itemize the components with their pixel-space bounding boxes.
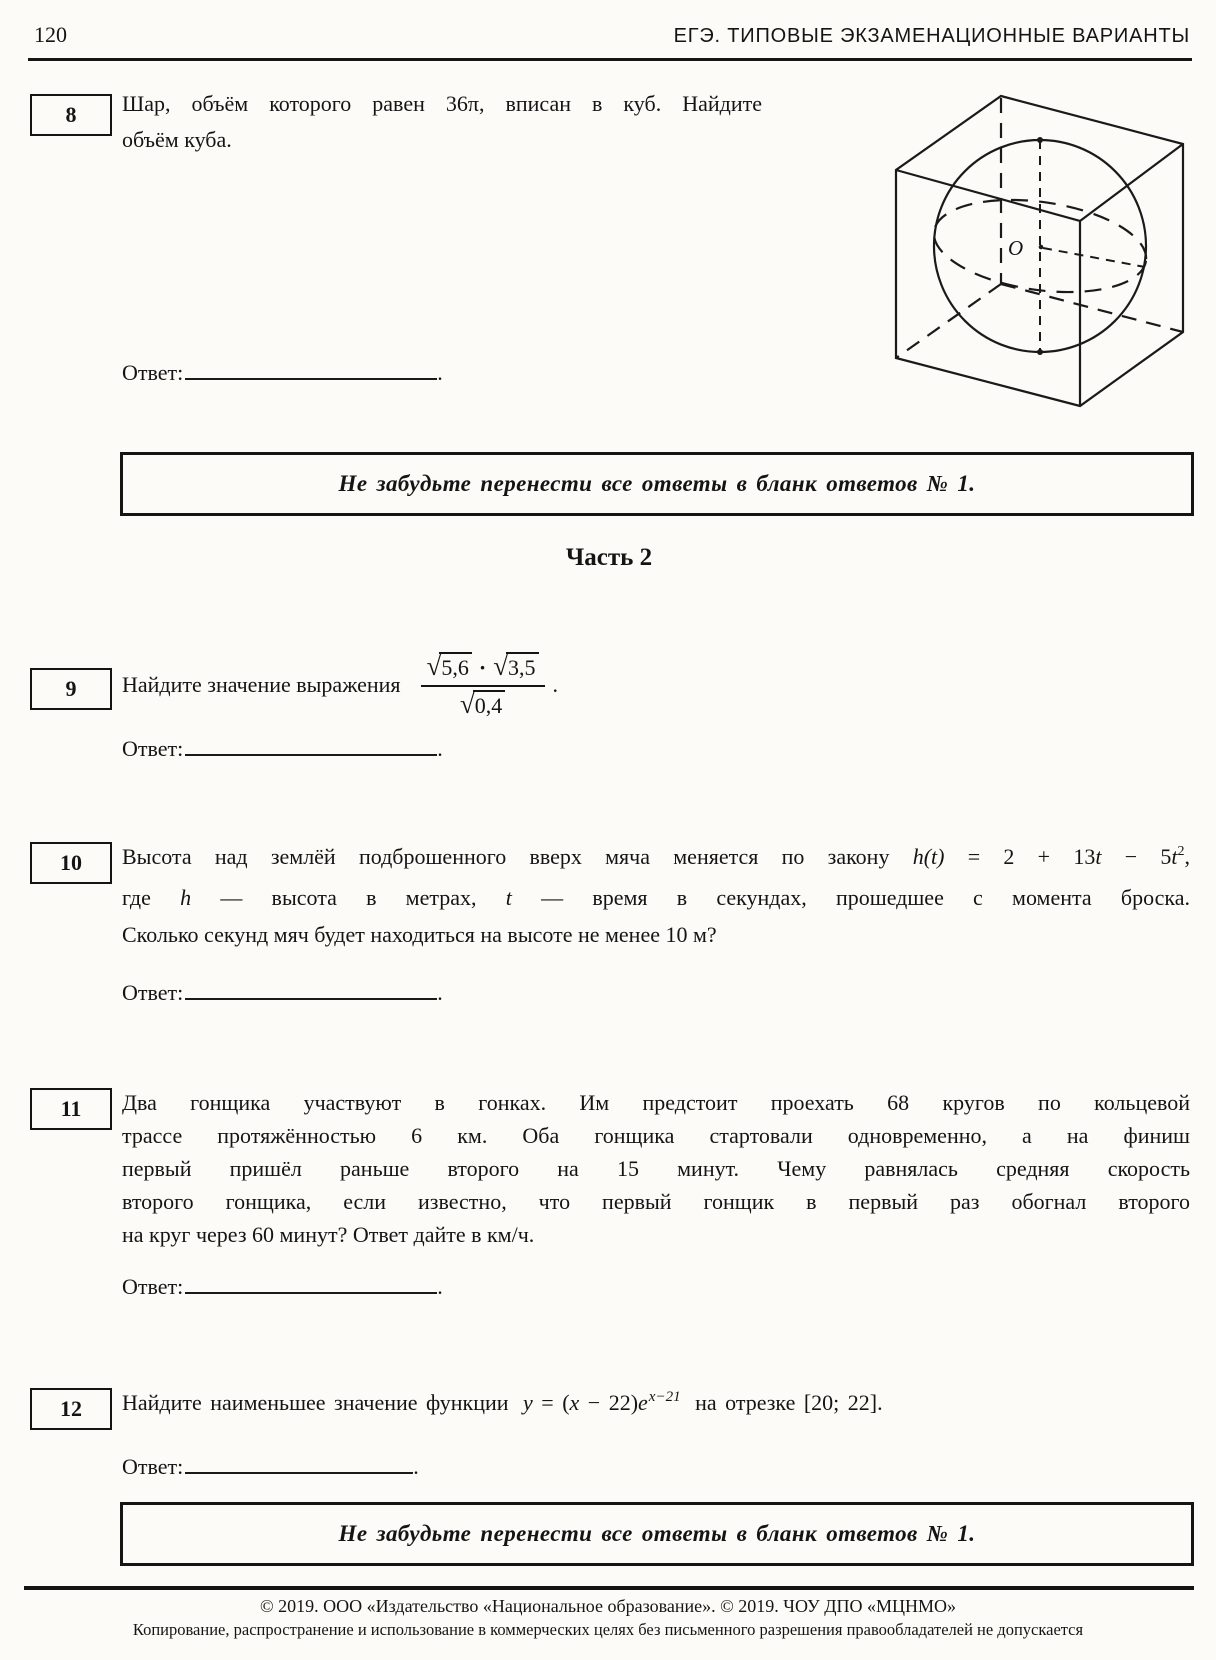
answer-11-label: Ответ: [122, 1274, 184, 1299]
radical-2 [493, 652, 538, 680]
problem-9-period: . [552, 672, 559, 697]
problem-11-text [122, 1086, 1190, 1251]
problem-8-number-box [30, 94, 112, 136]
problem-10-line-2-t1: где [122, 885, 181, 910]
problem-9-number: 9 [65, 676, 77, 701]
problem-10-line-1-text: Высота над землёй подброшенного вверх мяча меняется по закону [122, 844, 913, 869]
answer-10 [122, 972, 443, 1006]
radical-sign: √ [459, 688, 475, 719]
problem-10-line-1 [122, 838, 1190, 879]
problem-8-number: 8 [65, 102, 77, 127]
radical-2-value: 3,5 [506, 652, 539, 679]
formula-eq: = 2 + 13 [944, 844, 1096, 869]
transfer-note-text-1: Не забудьте перенести все ответы в бланк ответов № 1. [338, 471, 976, 496]
formula-close: − 22) [579, 1390, 639, 1415]
formula-exponent: x−21 [648, 1389, 681, 1405]
footer-rule [24, 1586, 1194, 1590]
south-pole-dot [1037, 349, 1043, 355]
problem-12-lead: Найдите наименьшее значение функции [122, 1390, 518, 1415]
var-y: y [523, 1390, 533, 1415]
answer-12-blank [185, 1446, 413, 1474]
problem-12-number: 12 [60, 1396, 82, 1421]
problem-9-number-box [30, 668, 112, 710]
radical-sign: √ [426, 651, 442, 682]
fraction-numerator [421, 652, 545, 686]
problem-9-text [122, 640, 558, 730]
problem-8-line-2: объём куба. [122, 127, 232, 152]
formula-t1: t [1095, 844, 1102, 869]
transfer-note-box-2 [120, 1502, 1194, 1566]
answer-8 [122, 352, 443, 386]
problem-9-lead: Найдите значение выражения [122, 672, 401, 697]
transfer-note-text-2: Не забудьте перенести все ответы в бланк ответов № 1. [338, 1521, 976, 1546]
problem-11-line-2: трассе протяжённостью 6 км. Оба гонщика стартовали одновременно, а на финиш [122, 1123, 1190, 1148]
formula-t2: t [1171, 844, 1178, 869]
problem-11-number: 11 [60, 1096, 82, 1121]
problem-10-line-2-t3: — время в секундах, прошедшее с момента броска. [511, 885, 1191, 910]
problem-10-number: 10 [60, 850, 82, 875]
problem-10-number-box [30, 842, 112, 884]
transfer-note-box-1 [120, 452, 1194, 516]
formula-minus: − 5 [1101, 844, 1172, 869]
problem-8-text [122, 86, 762, 158]
problem-11-line-5: на круг через 60 минут? Ответ дайте в км/ч. [122, 1222, 535, 1247]
problem-10-line-2-t2: — высота в метрах, [191, 885, 506, 910]
problem-12-formula [523, 1390, 681, 1415]
answer-11-blank [185, 1266, 437, 1294]
answer-12-period: . [413, 1454, 419, 1479]
multiplication-dot: · [478, 654, 487, 680]
answer-9-label: Ответ: [122, 736, 184, 761]
problem-11-line-4: второго гонщика, если известно, что первый гонщик в первый раз обогнал второго [122, 1189, 1190, 1214]
radical-3-value: 0,4 [473, 690, 506, 717]
formula-eq-open: = ( [532, 1390, 570, 1415]
answer-9-period: . [437, 736, 443, 761]
problem-11-number-box [30, 1088, 112, 1130]
fraction-denominator [460, 687, 505, 718]
answer-8-label: Ответ: [122, 360, 184, 385]
answer-10-blank [185, 972, 437, 1000]
answer-8-period: . [437, 360, 443, 385]
answer-12 [122, 1446, 419, 1480]
answer-9-blank [185, 728, 437, 756]
center-dot [1039, 245, 1044, 250]
problem-11-line-3: первый пришёл раньше второго на 15 минут. Чему равнялась средняя скорость [122, 1156, 1190, 1181]
footer-legal: Копирование, распространение и использование в коммерческих целях без письменного разрешения правообладателей не допускается [132, 1620, 1084, 1639]
footer-copyright: © 2019. ООО «Издательство «Национальное образование». © 2019. ЧОУ ДПО «МЦНМО» [259, 1596, 957, 1616]
answer-11-period: . [437, 1274, 443, 1299]
problem-9-fraction [421, 652, 545, 718]
var-e: e [638, 1390, 648, 1415]
radical-1 [427, 652, 472, 680]
problem-10-text [122, 838, 1190, 953]
problem-12-text [122, 1390, 1202, 1416]
answer-10-label: Ответ: [122, 980, 184, 1005]
problem-8-line-1: Шар, объём которого равен 36π, вписан в куб. Найдите [122, 91, 762, 116]
part-2-heading: Часть 2 [565, 544, 653, 571]
answer-8-blank [185, 352, 437, 380]
radical-1-value: 5,6 [439, 652, 472, 679]
sphere-in-cube-figure [848, 78, 1196, 416]
header-title: ЕГЭ. ТИПОВЫЕ ЭКЗАМЕНАЦИОННЫЕ ВАРИАНТЫ [673, 25, 1190, 47]
var-t: t [505, 885, 512, 910]
radical-3 [460, 690, 505, 718]
answer-9 [122, 728, 443, 762]
answer-11 [122, 1266, 443, 1300]
page-number: 120 [34, 22, 67, 47]
radical-sign: √ [493, 651, 509, 682]
sphere-radius-dashed [1043, 248, 1145, 267]
problem-10-line-2 [122, 879, 1190, 916]
var-h: h [180, 885, 192, 910]
formula-exponent: 2 [1177, 844, 1185, 859]
answer-12-label: Ответ: [122, 1454, 184, 1479]
header-rule [28, 58, 1192, 61]
answer-10-period: . [437, 980, 443, 1005]
formula-h-of-t: h(t) [912, 844, 945, 869]
problem-12-number-box [30, 1388, 112, 1430]
problem-10-line-3: Сколько секунд мяч будет находиться на высоте не менее 10 м? [122, 922, 717, 947]
var-x: x [569, 1390, 580, 1415]
center-label: O [1008, 236, 1024, 260]
problem-11-line-1: Два гонщика участвуют в гонках. Им предстоит проехать 68 кругов по кольцевой [122, 1090, 1190, 1115]
problem-12-tail: на отрезке [20; 22]. [686, 1390, 883, 1415]
north-pole-dot [1037, 137, 1043, 143]
formula-comma: , [1184, 844, 1190, 869]
